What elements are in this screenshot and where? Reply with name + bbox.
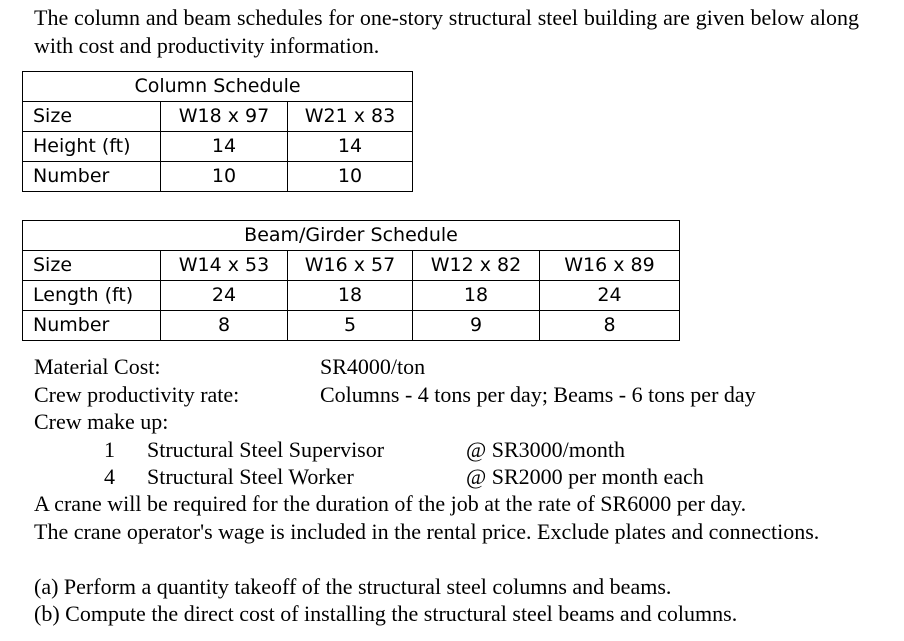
table-cell: W16 x 89	[540, 251, 680, 281]
table-cell: W12 x 82	[413, 251, 540, 281]
row-label: Size	[23, 102, 161, 132]
table-cell: W14 x 53	[161, 251, 288, 281]
row-label: Number	[23, 162, 161, 192]
crew-rate: @ SR3000/month	[466, 437, 626, 462]
table-cell: 18	[288, 281, 413, 311]
table-cell: 18	[413, 281, 540, 311]
operator-text: The crane operator's wage is included in the rental price. Exclude plates and connections.	[34, 519, 820, 544]
row-label: Length (ft)	[23, 281, 161, 311]
crane-text: A crane will be required for the duration of the job at the rate of SR6000 per day.	[34, 491, 747, 516]
row-label: Number	[23, 311, 161, 341]
table-cell: 10	[288, 162, 413, 192]
table-row	[23, 311, 680, 341]
table-cell: 14	[161, 132, 288, 162]
table-row	[23, 102, 413, 132]
crew-role: Structural Steel Worker	[147, 464, 354, 489]
table-row	[23, 132, 413, 162]
table-row	[23, 162, 413, 192]
table-cell: 24	[161, 281, 288, 311]
question-b: (b) Compute the direct cost of installing the structural steel beams and columns.	[34, 601, 738, 626]
row-label: Size	[23, 251, 161, 281]
crew-qty: 1	[104, 437, 115, 462]
beam-schedule-table	[22, 220, 680, 341]
productivity-value: Columns - 4 tons per day; Beams - 6 tons per day	[320, 382, 756, 407]
table-row	[23, 281, 680, 311]
table-cell: W18 x 97	[161, 102, 288, 132]
column-schedule-title: Column Schedule	[23, 72, 413, 102]
productivity-label: Crew productivity rate:	[34, 382, 240, 407]
table-cell: 10	[161, 162, 288, 192]
table-cell: 14	[288, 132, 413, 162]
crew-qty: 4	[104, 464, 115, 489]
question-a: (a) Perform a quantity takeoff of the structural steel columns and beams.	[34, 574, 672, 599]
crew-rate: @ SR2000 per month each	[466, 464, 704, 489]
table-cell: 9	[413, 311, 540, 341]
material-cost-label: Material Cost:	[34, 354, 161, 379]
beam-schedule-title: Beam/Girder Schedule	[23, 221, 680, 251]
column-schedule-table	[22, 71, 413, 192]
material-cost-value: SR4000/ton	[320, 354, 426, 379]
table-cell: 8	[540, 311, 680, 341]
crew-label: Crew make up:	[34, 409, 169, 434]
intro-paragraph: The column and beam schedules for one-story structural steel building are given below along with cost and productivity information.	[34, 5, 859, 58]
table-cell: W16 x 57	[288, 251, 413, 281]
crew-role: Structural Steel Supervisor	[147, 437, 385, 462]
table-cell: W21 x 83	[288, 102, 413, 132]
table-cell: 5	[288, 311, 413, 341]
table-cell: 24	[540, 281, 680, 311]
table-cell: 8	[161, 311, 288, 341]
table-row	[23, 251, 680, 281]
row-label: Height (ft)	[23, 132, 161, 162]
